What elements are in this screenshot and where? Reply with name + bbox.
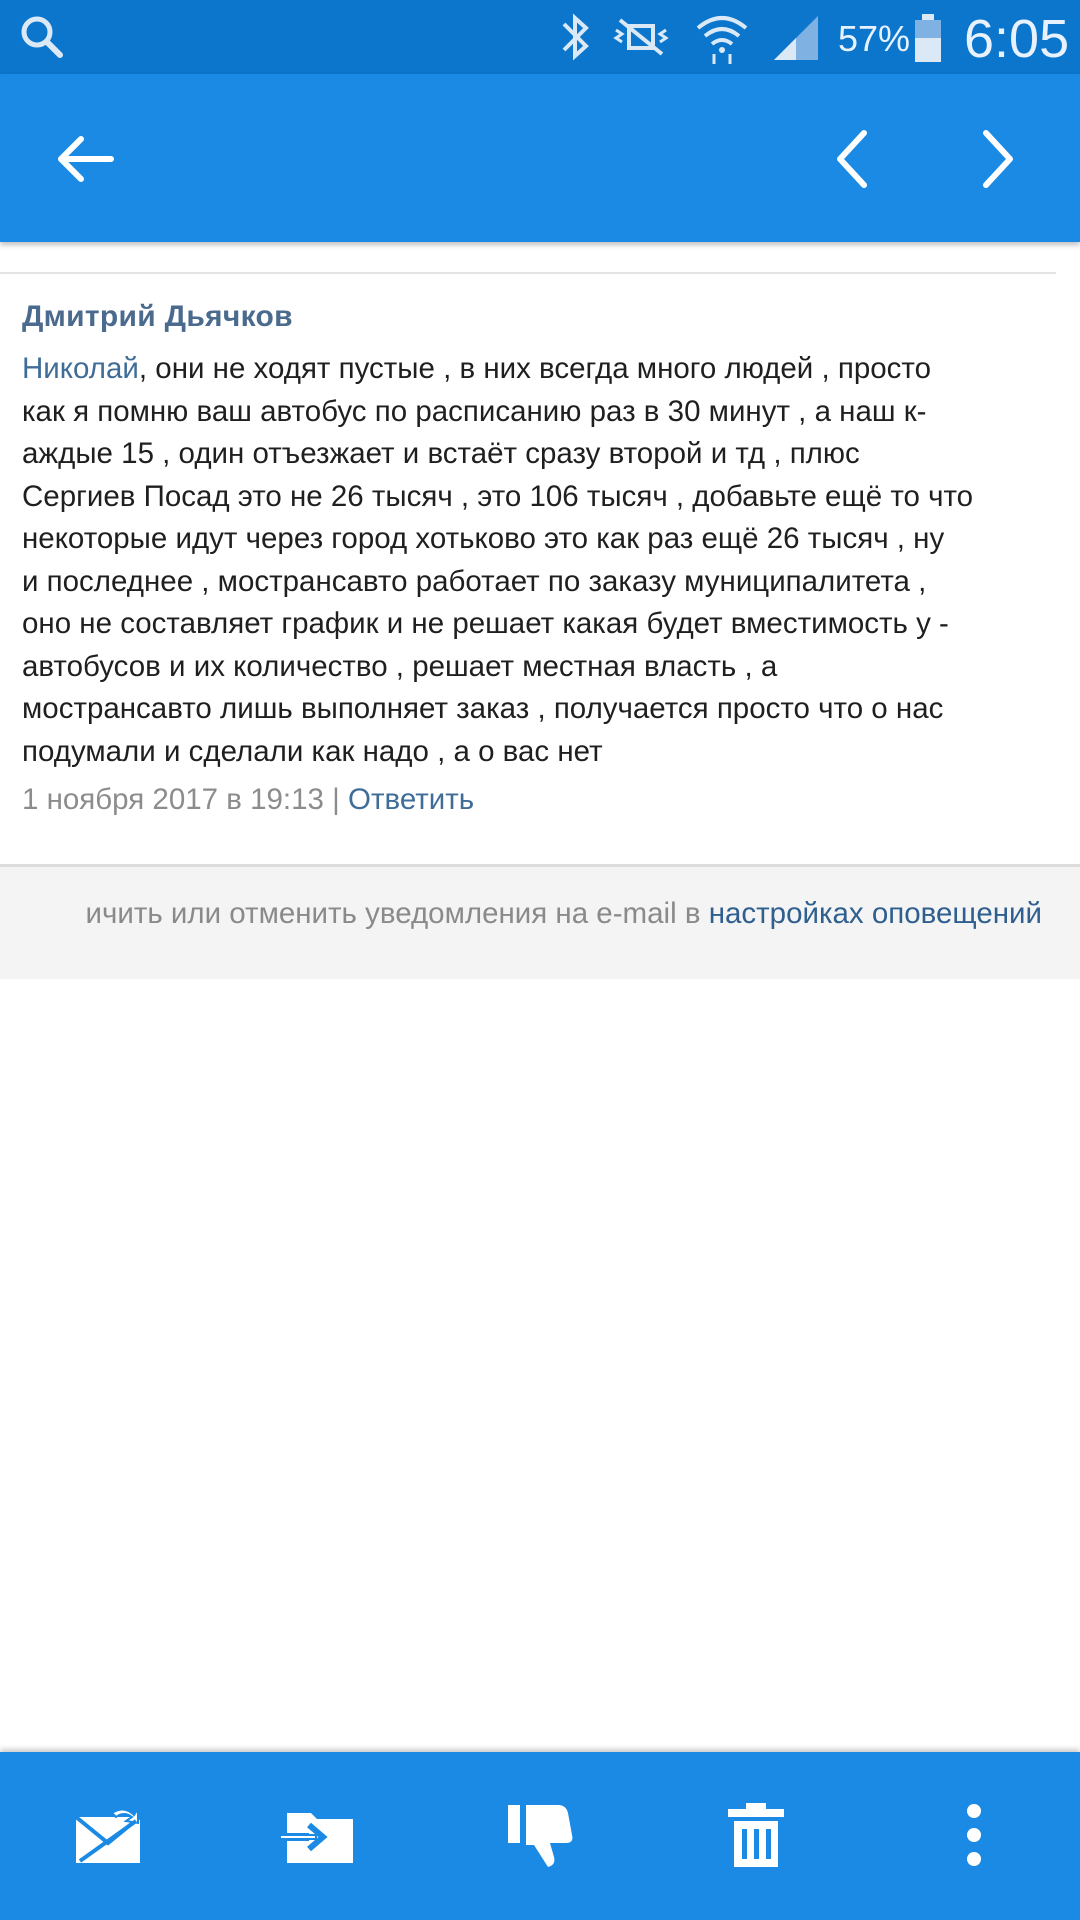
previous-message-button[interactable] [808,116,898,206]
comment-line: аждые 15 , один отъезжает и встаёт сразу второй и тд , плюс [22,437,860,470]
thumbs-down-spam-icon [504,1799,576,1876]
comment-line: мострансавто лишь выполняет заказ , получается просто что о нас [22,692,944,725]
comment-line: и последнее , мострансавто работает по заказу муниципалитета , [22,564,927,598]
comment-line: как я помню ваш автобус по расписанию раз в 30 минут , а наш к- [22,394,927,428]
app-bar [0,74,1080,242]
trash-icon [724,1799,788,1876]
signal-icon [770,10,822,69]
comment-line: подумали и сделали как надо , а о вас нет [22,734,603,768]
next-chevron-icon [972,127,1022,196]
comment-line: оно не составляет график и не решает какая будет вместимость у - [22,607,949,640]
search-icon[interactable] [18,13,66,66]
notice-text-main: ичить или отменить уведомления на e-mail в [85,897,709,930]
comment-meta [22,783,1062,817]
comment-line: некоторые идут через город хотьково это как раз ещё 26 тысяч , ну [22,522,945,555]
reply-link[interactable]: Ответить [348,783,475,816]
move-to-folder-button[interactable] [272,1792,368,1882]
delete-button[interactable] [708,1792,804,1882]
status-clock: 6:05 [964,9,1070,69]
battery-percent: 57% [838,18,911,59]
move-to-folder-icon [281,1803,359,1872]
status-bar [0,0,1080,74]
wifi-icon [692,10,752,71]
back-button[interactable] [40,116,130,206]
comment-text [22,348,1062,773]
vibrate-icon [612,10,670,69]
mark-unread-button[interactable] [60,1792,156,1882]
mark-unread-icon [72,1803,144,1872]
comment-block [22,300,1062,817]
battery-icon [912,10,944,71]
comment-line: автобусов и их количество , решает местная власть , а [22,649,778,683]
previous-chevron-icon [828,127,878,196]
spam-button[interactable] [492,1792,588,1882]
notice-text [86,897,1042,931]
comment-line-text: , они не ходят пустые , в них всегда много людей , просто [138,352,931,385]
comment-date: 1 ноября 2017 в 19:13 [22,783,324,816]
bottom-toolbar [0,1752,1080,1920]
bluetooth-icon [556,10,596,69]
back-arrow-icon [53,127,117,196]
divider [0,272,1056,274]
comment-line [22,348,1062,391]
next-message-button[interactable] [952,116,1042,206]
more-vert-icon [962,1803,986,1872]
notification-settings-notice [0,864,1080,979]
comment-line: Сергиев Посад это не 26 тысяч , это 106 тысяч , добавьте ещё то что [22,479,974,513]
meta-separator: | [332,783,340,816]
comment-author[interactable]: Дмитрий Дьячков [22,300,293,333]
more-options-button[interactable] [926,1792,1022,1882]
mention-link[interactable]: Николай [22,352,139,385]
notification-settings-link[interactable]: настройках оповещений [708,897,1042,930]
